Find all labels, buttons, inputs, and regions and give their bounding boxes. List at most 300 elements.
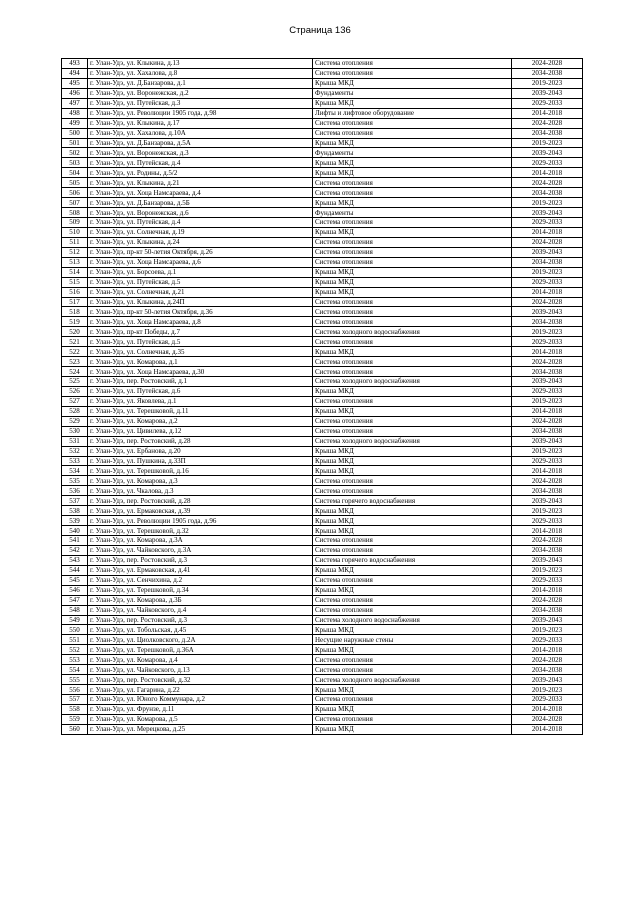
work-type-cell: Крыша МКД <box>313 506 512 516</box>
period-cell: 2029-2033 <box>512 456 583 466</box>
address-cell: г. Улан-Удэ, ул. Революции 1905 года, д.96 <box>88 516 313 526</box>
period-cell: 2014-2018 <box>512 724 583 734</box>
table-row <box>62 496 583 506</box>
period-cell: 2019-2023 <box>512 138 583 148</box>
period-cell: 2029-2033 <box>512 158 583 168</box>
address-cell: г. Улан-Удэ, ул. Чайковского, д.4 <box>88 605 313 615</box>
work-type-cell: Крыша МКД <box>313 78 512 88</box>
work-type-cell: Система отопления <box>313 59 512 69</box>
table-row <box>62 704 583 714</box>
page-title: Страница 136 <box>289 25 351 36</box>
work-type-cell: Крыша МКД <box>313 466 512 476</box>
work-type-cell: Фундаменты <box>313 88 512 98</box>
row-number-cell: 540 <box>62 526 88 536</box>
work-type-cell: Система отопления <box>313 396 512 406</box>
address-cell: г. Улан-Удэ, ул. Циолковского, д.2А <box>88 635 313 645</box>
row-number-cell: 511 <box>62 237 88 247</box>
table-row <box>62 257 583 267</box>
period-cell: 2029-2033 <box>512 635 583 645</box>
table-row <box>62 208 583 218</box>
table-row <box>62 526 583 536</box>
address-cell: г. Улан-Удэ, ул. Хоца Намсараева, д.4 <box>88 188 313 198</box>
row-number-cell: 521 <box>62 337 88 347</box>
row-number-cell: 519 <box>62 317 88 327</box>
table-row <box>62 287 583 297</box>
table-row <box>62 297 583 307</box>
table-row <box>62 357 583 367</box>
period-cell: 2034-2038 <box>512 128 583 138</box>
table-row <box>62 307 583 317</box>
row-number-cell: 536 <box>62 486 88 496</box>
address-cell: г. Улан-Удэ, ул. Борсоева, д.1 <box>88 267 313 277</box>
table-row <box>62 665 583 675</box>
table-row <box>62 78 583 88</box>
address-cell: г. Улан-Удэ, пер. Ростовский, д.28 <box>88 436 313 446</box>
work-type-cell: Система отопления <box>313 337 512 347</box>
period-cell: 2029-2033 <box>512 386 583 396</box>
address-cell: г. Улан-Удэ, ул. Путейская, д.5 <box>88 277 313 287</box>
table-row <box>62 237 583 247</box>
address-cell: г. Улан-Удэ, ул. Тобольская, д.45 <box>88 625 313 635</box>
address-cell: г. Улан-Удэ, ул. Ербанова, д.20 <box>88 446 313 456</box>
address-cell: г. Улан-Удэ, ул. Чайковского, д.13 <box>88 665 313 675</box>
period-cell: 2039-2043 <box>512 208 583 218</box>
period-cell: 2034-2038 <box>512 317 583 327</box>
row-number-cell: 498 <box>62 108 88 118</box>
address-cell: г. Улан-Удэ, ул. Воронежская, д.3 <box>88 148 313 158</box>
row-number-cell: 560 <box>62 724 88 734</box>
period-cell: 2029-2033 <box>512 277 583 287</box>
address-cell: г. Улан-Удэ, ул. Цивилева, д.12 <box>88 426 313 436</box>
address-cell: г. Улан-Удэ, пр-кт Победы, д.7 <box>88 327 313 337</box>
period-cell: 2034-2038 <box>512 68 583 78</box>
address-cell: г. Улан-Удэ, ул. Клыкина, д.21 <box>88 178 313 188</box>
period-cell: 2039-2043 <box>512 496 583 506</box>
row-number-cell: 496 <box>62 88 88 98</box>
address-cell: г. Улан-Удэ, ул. Терешковой, д.36А <box>88 645 313 655</box>
table-row <box>62 575 583 585</box>
table-row <box>62 227 583 237</box>
work-type-cell: Система отопления <box>313 367 512 377</box>
row-number-cell: 531 <box>62 436 88 446</box>
work-type-cell: Крыша МКД <box>313 267 512 277</box>
table-row <box>62 625 583 635</box>
row-number-cell: 516 <box>62 287 88 297</box>
address-cell: г. Улан-Удэ, ул. Фрунзе, д.11 <box>88 704 313 714</box>
work-type-cell: Система отопления <box>313 247 512 257</box>
table-row <box>62 714 583 724</box>
row-number-cell: 499 <box>62 118 88 128</box>
work-type-cell: Крыша МКД <box>313 98 512 108</box>
work-type-cell: Лифты и лифтовое оборудование <box>313 108 512 118</box>
address-cell: г. Улан-Удэ, ул. Терешковой, д.11 <box>88 406 313 416</box>
address-cell: г. Улан-Удэ, ул. Ермаковская, д.41 <box>88 565 313 575</box>
period-cell: 2019-2023 <box>512 78 583 88</box>
period-cell: 2039-2043 <box>512 436 583 446</box>
work-type-cell: Система отопления <box>313 307 512 317</box>
table-row <box>62 635 583 645</box>
work-type-cell: Система отопления <box>313 536 512 546</box>
row-number-cell: 509 <box>62 218 88 228</box>
address-cell: г. Улан-Удэ, ул. Чайковского, д.3А <box>88 545 313 555</box>
work-type-cell: Система холодного водоснабжения <box>313 436 512 446</box>
table-row <box>62 168 583 178</box>
address-cell: г. Улан-Удэ, ул. Воронежская, д.6 <box>88 208 313 218</box>
registry-table-body <box>62 59 583 735</box>
work-type-cell: Система отопления <box>313 545 512 555</box>
work-type-cell: Фундаменты <box>313 208 512 218</box>
work-type-cell: Система отопления <box>313 665 512 675</box>
period-cell: 2034-2038 <box>512 486 583 496</box>
work-type-cell: Система отопления <box>313 655 512 665</box>
address-cell: г. Улан-Удэ, ул. Хахалова, д.8 <box>88 68 313 78</box>
table-row <box>62 645 583 655</box>
table-row <box>62 724 583 734</box>
work-type-cell: Крыша МКД <box>313 704 512 714</box>
work-type-cell: Крыша МКД <box>313 158 512 168</box>
row-number-cell: 523 <box>62 357 88 367</box>
work-type-cell: Крыша МКД <box>313 565 512 575</box>
row-number-cell: 520 <box>62 327 88 337</box>
table-row <box>62 595 583 605</box>
work-type-cell: Система отопления <box>313 317 512 327</box>
table-row <box>62 247 583 257</box>
table-row <box>62 655 583 665</box>
table-row <box>62 386 583 396</box>
address-cell: г. Улан-Удэ, ул. Хахалова, д.10А <box>88 128 313 138</box>
table-row <box>62 188 583 198</box>
period-cell: 2029-2033 <box>512 575 583 585</box>
table-row <box>62 148 583 158</box>
work-type-cell: Система отопления <box>313 188 512 198</box>
table-row <box>62 675 583 685</box>
period-cell: 2024-2028 <box>512 655 583 665</box>
table-row <box>62 685 583 695</box>
work-type-cell: Крыша МКД <box>313 645 512 655</box>
period-cell: 2039-2043 <box>512 615 583 625</box>
period-cell: 2019-2023 <box>512 327 583 337</box>
work-type-cell: Крыша МКД <box>313 227 512 237</box>
period-cell: 2014-2018 <box>512 168 583 178</box>
table-row <box>62 68 583 78</box>
row-number-cell: 532 <box>62 446 88 456</box>
table-row <box>62 506 583 516</box>
row-number-cell: 553 <box>62 655 88 665</box>
work-type-cell: Система холодного водоснабжения <box>313 615 512 625</box>
table-row <box>62 198 583 208</box>
row-number-cell: 546 <box>62 585 88 595</box>
work-type-cell: Несущие наружные стены <box>313 635 512 645</box>
table-row <box>62 337 583 347</box>
period-cell: 2039-2043 <box>512 377 583 387</box>
period-cell: 2039-2043 <box>512 88 583 98</box>
address-cell: г. Улан-Удэ, ул. Клыкина, д.13 <box>88 59 313 69</box>
work-type-cell: Система холодного водоснабжения <box>313 377 512 387</box>
period-cell: 2014-2018 <box>512 406 583 416</box>
work-type-cell: Система отопления <box>313 357 512 367</box>
table-row <box>62 178 583 188</box>
address-cell: г. Улан-Удэ, ул. Яковлева, д.1 <box>88 396 313 406</box>
table-row <box>62 218 583 228</box>
table-row <box>62 446 583 456</box>
table-row <box>62 158 583 168</box>
table-row <box>62 406 583 416</box>
row-number-cell: 545 <box>62 575 88 585</box>
period-cell: 2034-2038 <box>512 367 583 377</box>
work-type-cell: Система отопления <box>313 128 512 138</box>
address-cell: г. Улан-Удэ, ул. Клыкина, д.17 <box>88 118 313 128</box>
work-type-cell: Крыша МКД <box>313 585 512 595</box>
table-row <box>62 396 583 406</box>
period-cell: 2024-2028 <box>512 476 583 486</box>
address-cell: г. Улан-Удэ, пер. Ростовский, д.3 <box>88 615 313 625</box>
address-cell: г. Улан-Удэ, ул. Гагарина, д.22 <box>88 685 313 695</box>
period-cell: 2039-2043 <box>512 148 583 158</box>
table-row <box>62 59 583 69</box>
row-number-cell: 537 <box>62 496 88 506</box>
address-cell: г. Улан-Удэ, ул. Терешковой, д.32 <box>88 526 313 536</box>
work-type-cell: Система отопления <box>313 486 512 496</box>
work-type-cell: Крыша МКД <box>313 516 512 526</box>
table-row <box>62 565 583 575</box>
address-cell: г. Улан-Удэ, пер. Ростовский, д.3 <box>88 555 313 565</box>
row-number-cell: 506 <box>62 188 88 198</box>
period-cell: 2019-2023 <box>512 446 583 456</box>
table-row <box>62 416 583 426</box>
work-type-cell: Система холодного водоснабжения <box>313 327 512 337</box>
work-type-cell: Система отопления <box>313 257 512 267</box>
address-cell: г. Улан-Удэ, пер. Ростовский, д.1 <box>88 377 313 387</box>
work-type-cell: Крыша МКД <box>313 138 512 148</box>
row-number-cell: 501 <box>62 138 88 148</box>
row-number-cell: 505 <box>62 178 88 188</box>
row-number-cell: 547 <box>62 595 88 605</box>
period-cell: 2014-2018 <box>512 227 583 237</box>
period-cell: 2019-2023 <box>512 625 583 635</box>
row-number-cell: 549 <box>62 615 88 625</box>
work-type-cell: Система отопления <box>313 416 512 426</box>
row-number-cell: 558 <box>62 704 88 714</box>
table-row <box>62 615 583 625</box>
period-cell: 2029-2033 <box>512 516 583 526</box>
period-cell: 2034-2038 <box>512 545 583 555</box>
address-cell: г. Улан-Удэ, пр-кт 50-летия Октября, д.36 <box>88 307 313 317</box>
address-cell: г. Улан-Удэ, ул. Путейская, д.4 <box>88 158 313 168</box>
address-cell: г. Улан-Удэ, ул. Д.Банзарова, д.5А <box>88 138 313 148</box>
work-type-cell: Система отопления <box>313 695 512 705</box>
address-cell: г. Улан-Удэ, ул. Д.Банзарова, д.1 <box>88 78 313 88</box>
row-number-cell: 515 <box>62 277 88 287</box>
row-number-cell: 544 <box>62 565 88 575</box>
row-number-cell: 527 <box>62 396 88 406</box>
period-cell: 2019-2023 <box>512 396 583 406</box>
period-cell: 2029-2033 <box>512 218 583 228</box>
address-cell: г. Улан-Удэ, ул. Хоца Намсараева, д.6 <box>88 257 313 267</box>
table-row <box>62 536 583 546</box>
address-cell: г. Улан-Удэ, ул. Мерецкова, д.25 <box>88 724 313 734</box>
address-cell: г. Улан-Удэ, ул. Путейская, д.6 <box>88 386 313 396</box>
table-row <box>62 545 583 555</box>
table-row <box>62 377 583 387</box>
row-number-cell: 495 <box>62 78 88 88</box>
row-number-cell: 529 <box>62 416 88 426</box>
row-number-cell: 548 <box>62 605 88 615</box>
address-cell: г. Улан-Удэ, ул. Хоца Намсараева, д.30 <box>88 367 313 377</box>
table-row <box>62 317 583 327</box>
work-type-cell: Крыша МКД <box>313 198 512 208</box>
row-number-cell: 518 <box>62 307 88 317</box>
work-type-cell: Крыша МКД <box>313 446 512 456</box>
work-type-cell: Система отопления <box>313 714 512 724</box>
period-cell: 2024-2028 <box>512 357 583 367</box>
work-type-cell: Система отопления <box>313 68 512 78</box>
address-cell: г. Улан-Удэ, ул. Клыкина, д.24 <box>88 237 313 247</box>
table-row <box>62 476 583 486</box>
work-type-cell: Система отопления <box>313 575 512 585</box>
row-number-cell: 510 <box>62 227 88 237</box>
work-type-cell: Крыша МКД <box>313 685 512 695</box>
address-cell: г. Улан-Удэ, ул. Комарова, д.2 <box>88 416 313 426</box>
period-cell: 2014-2018 <box>512 585 583 595</box>
table-row <box>62 118 583 128</box>
work-type-cell: Система отопления <box>313 218 512 228</box>
period-cell: 2014-2018 <box>512 645 583 655</box>
address-cell: г. Улан-Удэ, ул. Чкалова, д.3 <box>88 486 313 496</box>
period-cell: 2024-2028 <box>512 714 583 724</box>
work-type-cell: Система отопления <box>313 476 512 486</box>
address-cell: г. Улан-Удэ, ул. Терешковой, д.34 <box>88 585 313 595</box>
table-row <box>62 486 583 496</box>
address-cell: г. Улан-Удэ, ул. Солнечная, д.21 <box>88 287 313 297</box>
period-cell: 2034-2038 <box>512 257 583 267</box>
work-type-cell: Система отопления <box>313 178 512 188</box>
registry-table <box>61 58 583 735</box>
period-cell: 2039-2043 <box>512 307 583 317</box>
address-cell: г. Улан-Удэ, ул. Комарова, д.3 <box>88 476 313 486</box>
period-cell: 2014-2018 <box>512 287 583 297</box>
table-row <box>62 695 583 705</box>
period-cell: 2024-2028 <box>512 536 583 546</box>
address-cell: г. Улан-Удэ, ул. Путейская, д.4 <box>88 218 313 228</box>
row-number-cell: 559 <box>62 714 88 724</box>
period-cell: 2024-2028 <box>512 118 583 128</box>
row-number-cell: 502 <box>62 148 88 158</box>
row-number-cell: 525 <box>62 377 88 387</box>
work-type-cell: Система отопления <box>313 426 512 436</box>
row-number-cell: 534 <box>62 466 88 476</box>
address-cell: г. Улан-Удэ, ул. Комарова, д.4 <box>88 655 313 665</box>
address-cell: г. Улан-Удэ, ул. Д.Банзарова, д.5Б <box>88 198 313 208</box>
period-cell: 2019-2023 <box>512 565 583 575</box>
work-type-cell: Крыша МКД <box>313 347 512 357</box>
row-number-cell: 514 <box>62 267 88 277</box>
table-row <box>62 267 583 277</box>
table-row <box>62 327 583 337</box>
period-cell: 2029-2033 <box>512 98 583 108</box>
work-type-cell: Система отопления <box>313 595 512 605</box>
row-number-cell: 524 <box>62 367 88 377</box>
period-cell: 2014-2018 <box>512 347 583 357</box>
row-number-cell: 530 <box>62 426 88 436</box>
period-cell: 2024-2028 <box>512 595 583 605</box>
row-number-cell: 512 <box>62 247 88 257</box>
row-number-cell: 550 <box>62 625 88 635</box>
row-number-cell: 513 <box>62 257 88 267</box>
row-number-cell: 554 <box>62 665 88 675</box>
row-number-cell: 504 <box>62 168 88 178</box>
row-number-cell: 542 <box>62 545 88 555</box>
period-cell: 2034-2038 <box>512 665 583 675</box>
work-type-cell: Крыша МКД <box>313 386 512 396</box>
row-number-cell: 503 <box>62 158 88 168</box>
period-cell: 2024-2028 <box>512 178 583 188</box>
work-type-cell: Фундаменты <box>313 148 512 158</box>
address-cell: г. Улан-Удэ, ул. Революции 1905 года, д.98 <box>88 108 313 118</box>
table-row <box>62 98 583 108</box>
address-cell: г. Улан-Удэ, ул. Солнечная, д.35 <box>88 347 313 357</box>
row-number-cell: 493 <box>62 59 88 69</box>
period-cell: 2034-2038 <box>512 426 583 436</box>
table-row <box>62 456 583 466</box>
row-number-cell: 500 <box>62 128 88 138</box>
table-row <box>62 367 583 377</box>
work-type-cell: Крыша МКД <box>313 287 512 297</box>
work-type-cell: Система отопления <box>313 118 512 128</box>
address-cell: г. Улан-Удэ, пер. Ростовский, д.32 <box>88 675 313 685</box>
period-cell: 2039-2043 <box>512 247 583 257</box>
address-cell: г. Улан-Удэ, ул. Родины, д.5/2 <box>88 168 313 178</box>
row-number-cell: 552 <box>62 645 88 655</box>
row-number-cell: 507 <box>62 198 88 208</box>
address-cell: г. Улан-Удэ, ул. Путейская, д.5 <box>88 337 313 347</box>
table-row <box>62 555 583 565</box>
work-type-cell: Система холодного водоснабжения <box>313 675 512 685</box>
address-cell: г. Улан-Удэ, ул. Сенчихина, д.2 <box>88 575 313 585</box>
work-type-cell: Крыша МКД <box>313 526 512 536</box>
address-cell: г. Улан-Удэ, пер. Ростовский, д.28 <box>88 496 313 506</box>
table-row <box>62 585 583 595</box>
row-number-cell: 557 <box>62 695 88 705</box>
period-cell: 2019-2023 <box>512 506 583 516</box>
work-type-cell: Крыша МКД <box>313 406 512 416</box>
address-cell: г. Улан-Удэ, ул. Солнечная, д.19 <box>88 227 313 237</box>
row-number-cell: 555 <box>62 675 88 685</box>
work-type-cell: Система горячего водоснабжения <box>313 555 512 565</box>
period-cell: 2024-2028 <box>512 237 583 247</box>
address-cell: г. Улан-Удэ, ул. Клыкина, д.24П <box>88 297 313 307</box>
row-number-cell: 526 <box>62 386 88 396</box>
address-cell: г. Улан-Удэ, ул. Ермаковская, д.39 <box>88 506 313 516</box>
table-row <box>62 605 583 615</box>
period-cell: 2014-2018 <box>512 704 583 714</box>
work-type-cell: Крыша МКД <box>313 625 512 635</box>
table-row <box>62 426 583 436</box>
row-number-cell: 508 <box>62 208 88 218</box>
work-type-cell: Крыша МКД <box>313 277 512 287</box>
row-number-cell: 494 <box>62 68 88 78</box>
row-number-cell: 535 <box>62 476 88 486</box>
table-row <box>62 128 583 138</box>
address-cell: г. Улан-Удэ, ул. Комарова, д.3А <box>88 536 313 546</box>
period-cell: 2014-2018 <box>512 526 583 536</box>
table-row <box>62 436 583 446</box>
period-cell: 2034-2038 <box>512 188 583 198</box>
address-cell: г. Улан-Удэ, ул. Юного Коммунара, д.2 <box>88 695 313 705</box>
address-cell: г. Улан-Удэ, ул. Терешковой, д.16 <box>88 466 313 476</box>
row-number-cell: 539 <box>62 516 88 526</box>
work-type-cell: Система горячего водоснабжения <box>313 496 512 506</box>
period-cell: 2039-2043 <box>512 675 583 685</box>
